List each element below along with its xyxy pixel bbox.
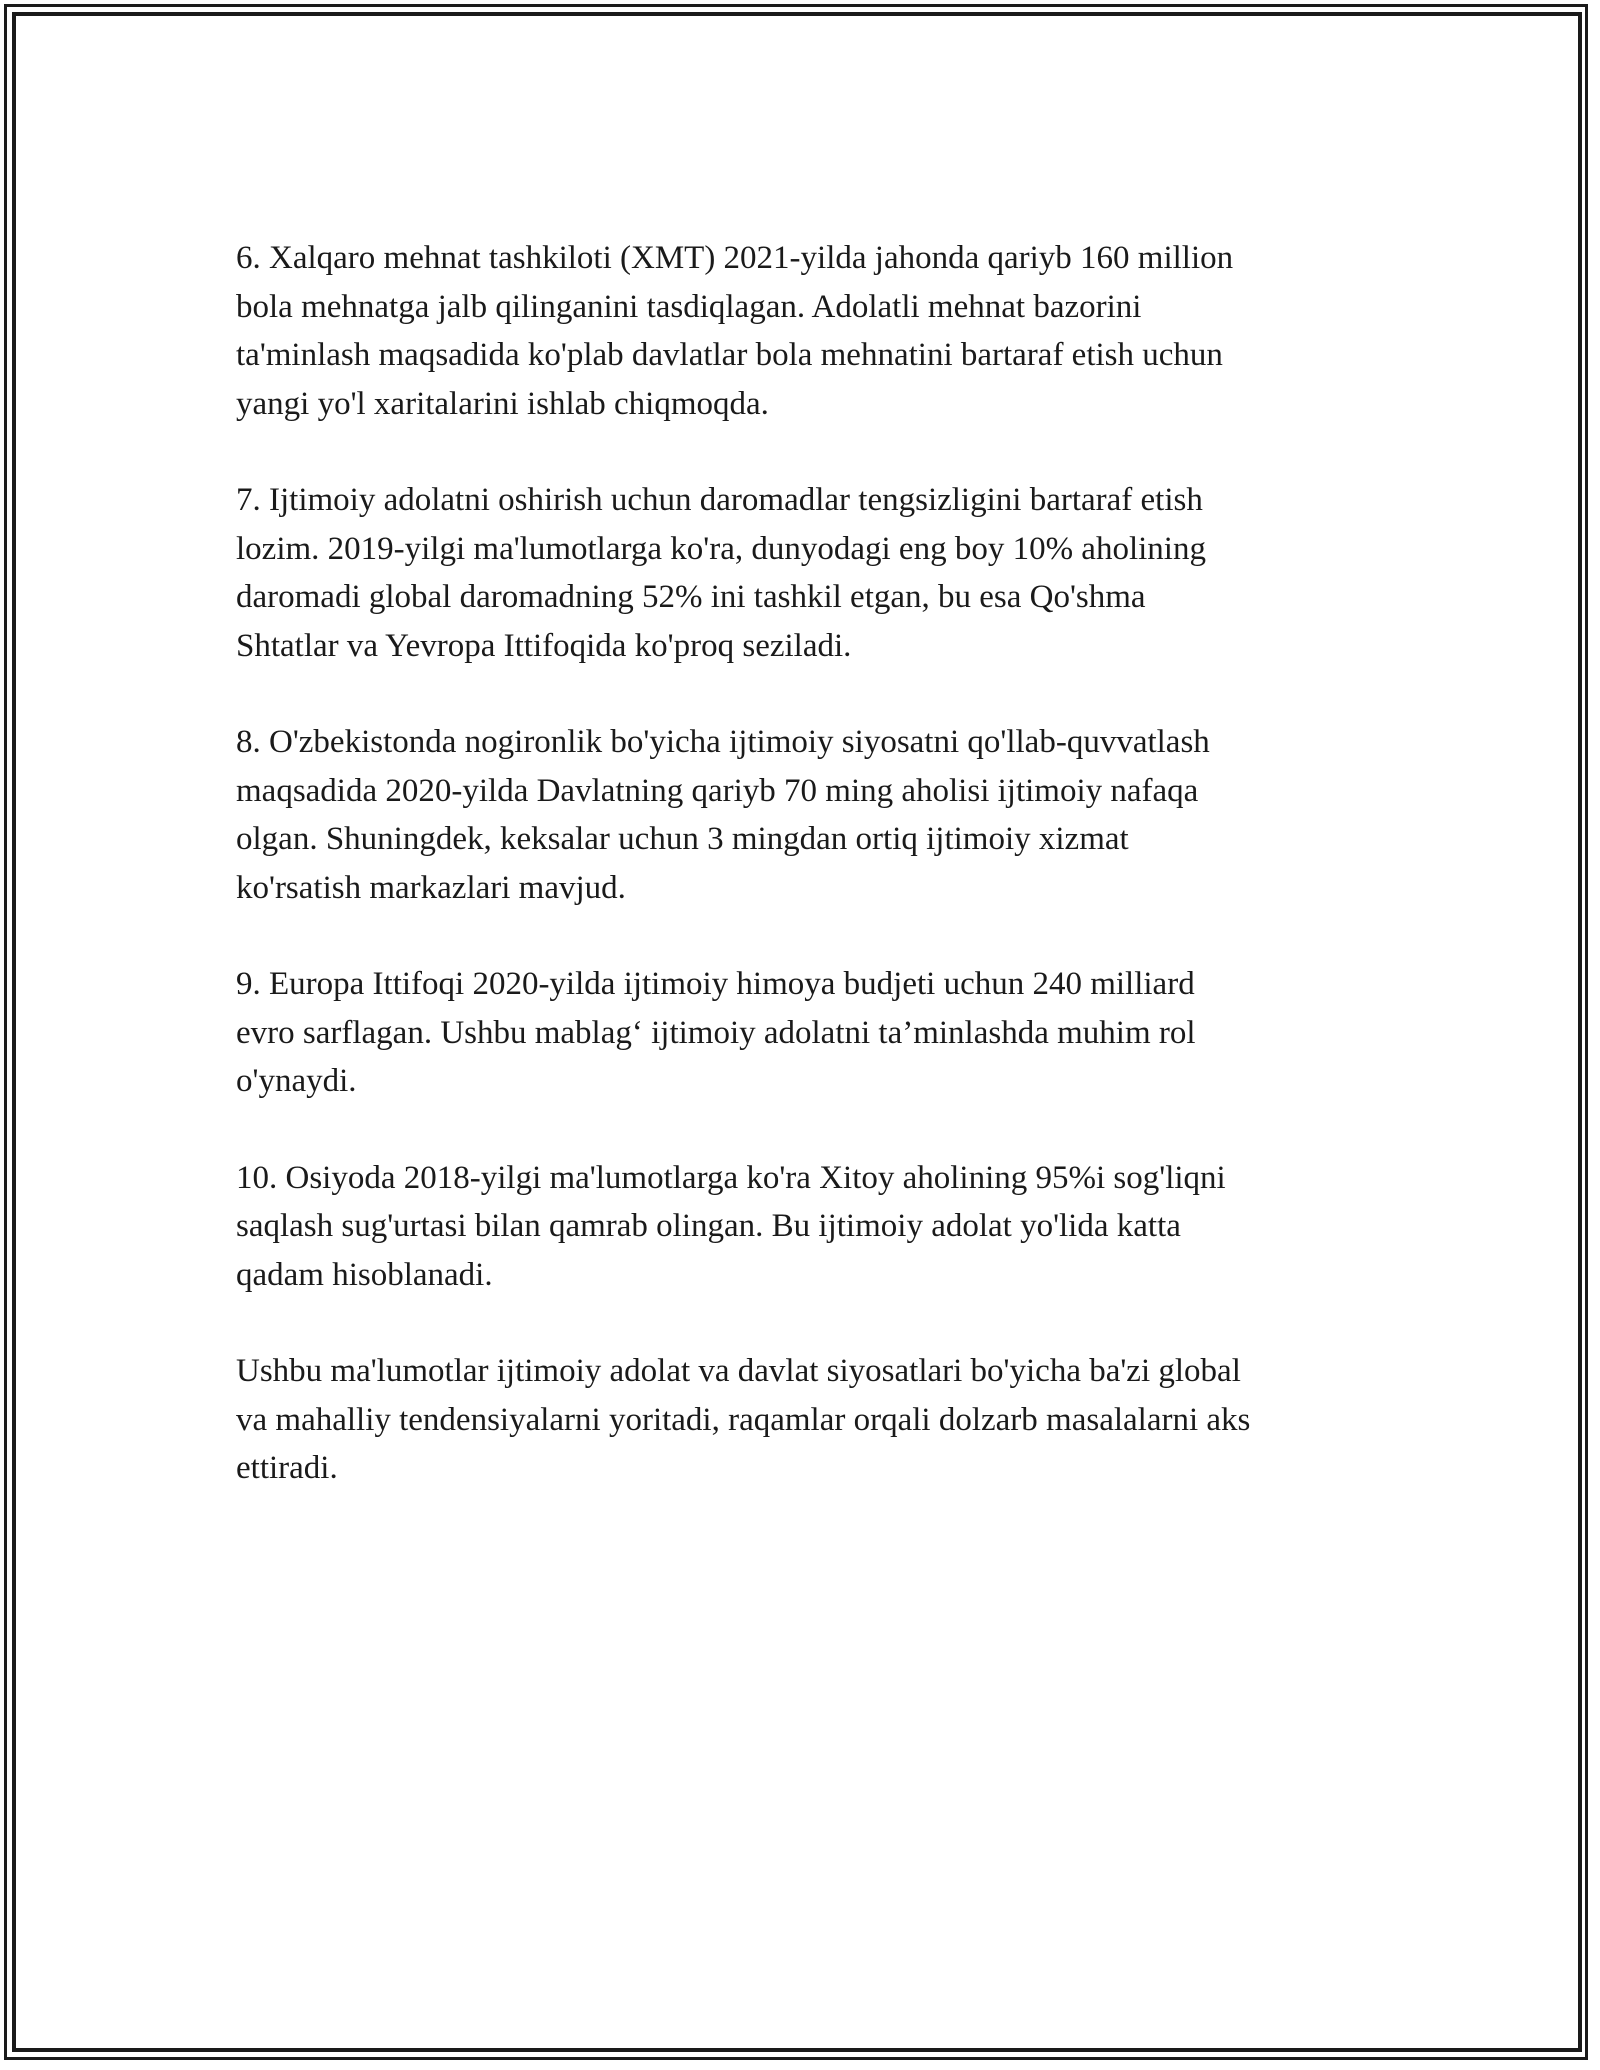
paragraph-10: [236, 1154, 1376, 1300]
line: ko'rsatish markazlari mavjud.: [236, 869, 626, 906]
paragraph-7: [236, 476, 1376, 670]
line: bola mehnatga jalb qilinganini tasdiqlagan. Adolatli mehnat bazorini: [236, 288, 1142, 325]
line: lozim. 2019-yilgi ma'lumotlarga ko'ra, dunyodagi eng boy 10% aholining: [236, 530, 1206, 567]
line: olgan. Shuningdek, keksalar uchun 3 mingdan ortiq ijtimoiy xizmat: [236, 821, 1129, 857]
document-body: [236, 234, 1376, 1541]
paragraph-9: [236, 960, 1376, 1106]
line: 8. O'zbekistonda nogironlik bo'yicha ijtimoiy siyosatni qo'llab-quvvatlash: [236, 724, 1210, 760]
line: 6. Xalqaro mehnat tashkiloti (XMT) 2021-yilda jahonda qariyb 160 million: [236, 240, 1234, 276]
paragraph-6: [236, 234, 1376, 428]
line: Ushbu ma'lumotlar ijtimoiy adolat va davlat siyosatlari bo'yicha ba'zi global: [236, 1353, 1241, 1389]
line: ettiradi.: [236, 1450, 338, 1486]
line: saqlash sug'urtasi bilan qamrab olingan. Bu ijtimoiy adolat yo'lida katta: [236, 1208, 1181, 1244]
line: 9. Europa Ittifoqi 2020-yilda ijtimoiy himoya budjeti uchun 240 milliard: [236, 966, 1195, 1002]
line: evro sarflagan. Ushbu mablag‘ ijtimoiy adolatni ta’minlashda muhim rol: [236, 1014, 1196, 1051]
line: Shtatlar va Yevropa Ittifoqida ko'proq seziladi.: [236, 627, 852, 664]
line: va mahalliy tendensiyalarni yoritadi, raqamlar orqali dolzarb masalalarni aks: [236, 1401, 1251, 1438]
line: maqsadida 2020-yilda Davlatning qariyb 70 ming aholisi ijtimoiy nafaqa: [236, 772, 1199, 809]
line: 10. Osiyoda 2018-yilgi ma'lumotlarga ko'ra Xitoy aholining 95%i sog'liqni: [236, 1159, 1226, 1196]
line: ta'minlash maqsadida ko'plab davlatlar bola mehnatini bartaraf etish uchun: [236, 337, 1223, 373]
line: 7. Ijtimoiy adolatni oshirish uchun daromadlar tengsizligini bartaraf etish: [236, 482, 1203, 518]
paragraph-conclusion: [236, 1347, 1376, 1493]
line: daromadi global daromadning 52% ini tashkil etgan, bu esa Qo'shma: [236, 579, 1146, 615]
line: qadam hisoblanadi.: [236, 1256, 493, 1293]
line: yangi yo'l xaritalarini ishlab chiqmoqda.: [236, 385, 769, 422]
paragraph-8: [236, 718, 1376, 912]
line: o'ynaydi.: [236, 1063, 357, 1099]
